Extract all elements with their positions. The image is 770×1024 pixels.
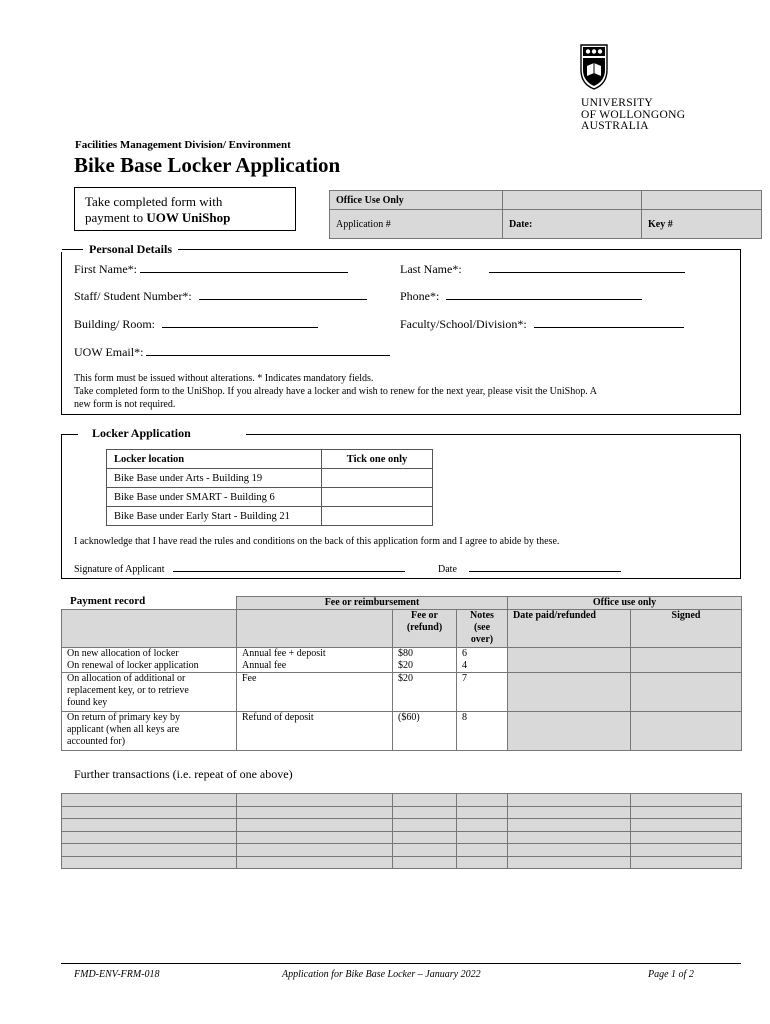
date-paid-cell[interactable] [508, 673, 631, 712]
acknowledgement-text: I acknowledge that I have read the rules and conditions on the back of this application form and I agree to abide by these. [74, 536, 560, 547]
payment-type: Annual fee + deposit [237, 648, 393, 661]
further-cell[interactable] [62, 806, 237, 819]
locker-option-label: Bike Base under Early Start - Building 21 [107, 507, 322, 526]
university-line-1: UNIVERSITY [581, 97, 653, 109]
page-title: Bike Base Locker Application [74, 153, 341, 177]
further-cell[interactable] [237, 831, 393, 844]
mandatory-note: This form must be issued without alterations. * Indicates mandatory fields. [74, 373, 374, 384]
uow-crest-icon [580, 44, 608, 90]
office-date-field[interactable]: Date: [503, 210, 642, 239]
further-cell[interactable] [631, 819, 742, 832]
staff-student-number-field[interactable]: Staff/ Student Number*: [74, 288, 367, 304]
fee-refund-header: Fee or (refund) [393, 610, 457, 648]
building-room-field[interactable]: Building/ Room: [74, 316, 318, 332]
table-row [62, 844, 742, 857]
further-cell[interactable] [631, 806, 742, 819]
uow-email-field[interactable]: UOW Email*: [74, 344, 390, 360]
university-line-3: AUSTRALIA [581, 120, 649, 132]
further-cell[interactable] [457, 819, 508, 832]
notes-header: Notes (see over) [457, 610, 508, 648]
further-cell[interactable] [237, 844, 393, 857]
date-paid-cell[interactable] [508, 648, 631, 673]
further-cell[interactable] [237, 819, 393, 832]
further-cell[interactable] [393, 819, 457, 832]
table-row [62, 819, 742, 832]
application-number-field[interactable]: Application # [330, 210, 503, 239]
further-cell[interactable] [457, 856, 508, 869]
office-use-title: Office Use Only [330, 191, 503, 210]
payment-record-table [61, 596, 742, 751]
locker-application-legend: Locker Application [86, 426, 197, 441]
table-row [62, 794, 742, 807]
form-code: FMD-ENV-FRM-018 [74, 969, 160, 980]
office-use-only-header: Office use only [508, 597, 742, 610]
signature-field[interactable]: Signature of Applicant [74, 560, 405, 575]
locker-location-header: Locker location [107, 450, 322, 469]
locker-option-label: Bike Base under Arts - Building 19 [107, 469, 322, 488]
payment-fee: $20 [393, 660, 457, 673]
first-name-field[interactable]: First Name*: [74, 261, 348, 277]
signed-cell[interactable] [631, 673, 742, 712]
further-cell[interactable] [62, 844, 237, 857]
payment-note: 7 [457, 673, 508, 712]
further-cell[interactable] [62, 856, 237, 869]
further-cell[interactable] [62, 794, 237, 807]
payment-type: Fee [237, 673, 393, 712]
further-cell[interactable] [631, 794, 742, 807]
further-cell[interactable] [508, 794, 631, 807]
tick-one-header: Tick one only [322, 450, 433, 469]
further-cell[interactable] [393, 794, 457, 807]
department-heading: Facilities Management Division/ Environment [75, 139, 291, 151]
table-row [62, 648, 742, 661]
further-cell[interactable] [393, 831, 457, 844]
payment-fee: $80 [393, 648, 457, 661]
further-cell[interactable] [457, 806, 508, 819]
fee-reimbursement-header: Fee or reimbursement [237, 597, 508, 610]
payment-fee: $20 [393, 673, 457, 712]
further-transactions-table [61, 793, 742, 869]
take-form-line-1: Take completed form with [85, 194, 223, 209]
further-cell[interactable] [457, 794, 508, 807]
further-cell[interactable] [393, 856, 457, 869]
date-paid-cell[interactable] [508, 712, 631, 751]
payment-type: Refund of deposit [237, 712, 393, 751]
further-cell[interactable] [62, 819, 237, 832]
table-row [62, 856, 742, 869]
phone-field[interactable]: Phone*: [400, 288, 642, 304]
further-cell[interactable] [631, 844, 742, 857]
further-cell[interactable] [457, 844, 508, 857]
key-number-field[interactable]: Key # [642, 210, 762, 239]
payment-description: On allocation of additional or replacement key, or to retrieve found key [62, 673, 237, 712]
payment-record-title: Payment record [70, 595, 146, 607]
table-row [62, 712, 742, 751]
further-cell[interactable] [393, 844, 457, 857]
table-row [62, 806, 742, 819]
further-transactions-label: Further transactions (i.e. repeat of one above) [74, 767, 293, 781]
payment-description: On return of primary key by applicant (when all keys are accounted for) [62, 712, 237, 751]
date-paid-header: Date paid/refunded [508, 610, 631, 648]
signature-date-field[interactable]: Date [438, 560, 621, 575]
renew-note: new form is not required. [74, 399, 176, 410]
signed-header: Signed [631, 610, 742, 648]
further-cell[interactable] [508, 856, 631, 869]
further-cell[interactable] [393, 806, 457, 819]
locker-option-tick-arts[interactable] [322, 469, 433, 488]
page-number: Page 1 of 2 [648, 969, 694, 980]
footer-title: Application for Bike Base Locker – January 2022 [282, 969, 481, 980]
payment-note: 6 [457, 648, 508, 661]
locker-option-tick-early-start[interactable] [322, 507, 433, 526]
further-cell[interactable] [508, 806, 631, 819]
signed-cell[interactable] [631, 648, 742, 673]
further-cell[interactable] [631, 856, 742, 869]
further-cell[interactable] [631, 831, 742, 844]
table-row [62, 831, 742, 844]
unishop-note: Take completed form to the UniShop. If you already have a locker and wish to renew for the next year, please visit the UniShop. A [74, 386, 597, 397]
further-cell[interactable] [508, 844, 631, 857]
payment-note: 4 [457, 660, 508, 673]
faculty-field[interactable]: Faculty/School/Division*: [400, 316, 684, 332]
table-row [62, 673, 742, 712]
locker-location-table [106, 449, 433, 526]
take-form-line-2: payment to UOW UniShop [85, 210, 231, 225]
payment-description: On new allocation of locker [62, 648, 237, 661]
personal-details-legend: Personal Details [83, 242, 178, 257]
further-cell[interactable] [237, 806, 393, 819]
further-cell[interactable] [237, 856, 393, 869]
signed-cell[interactable] [631, 712, 742, 751]
footer-divider [61, 963, 741, 964]
payment-fee: ($60) [393, 712, 457, 751]
payment-type: Annual fee [237, 660, 393, 673]
payment-description: On renewal of locker application [62, 660, 237, 673]
university-name [581, 98, 685, 133]
take-form-box [74, 187, 296, 231]
last-name-field[interactable]: Last Name*: [400, 261, 685, 277]
further-cell[interactable] [62, 831, 237, 844]
payment-note: 8 [457, 712, 508, 751]
locker-option-tick-smart[interactable] [322, 488, 433, 507]
locker-option-label: Bike Base under SMART - Building 6 [107, 488, 322, 507]
further-cell[interactable] [237, 794, 393, 807]
further-cell[interactable] [508, 831, 631, 844]
further-cell[interactable] [457, 831, 508, 844]
university-line-2: OF WOLLONGONG [581, 108, 686, 121]
office-use-table [329, 190, 762, 239]
further-cell[interactable] [508, 819, 631, 832]
